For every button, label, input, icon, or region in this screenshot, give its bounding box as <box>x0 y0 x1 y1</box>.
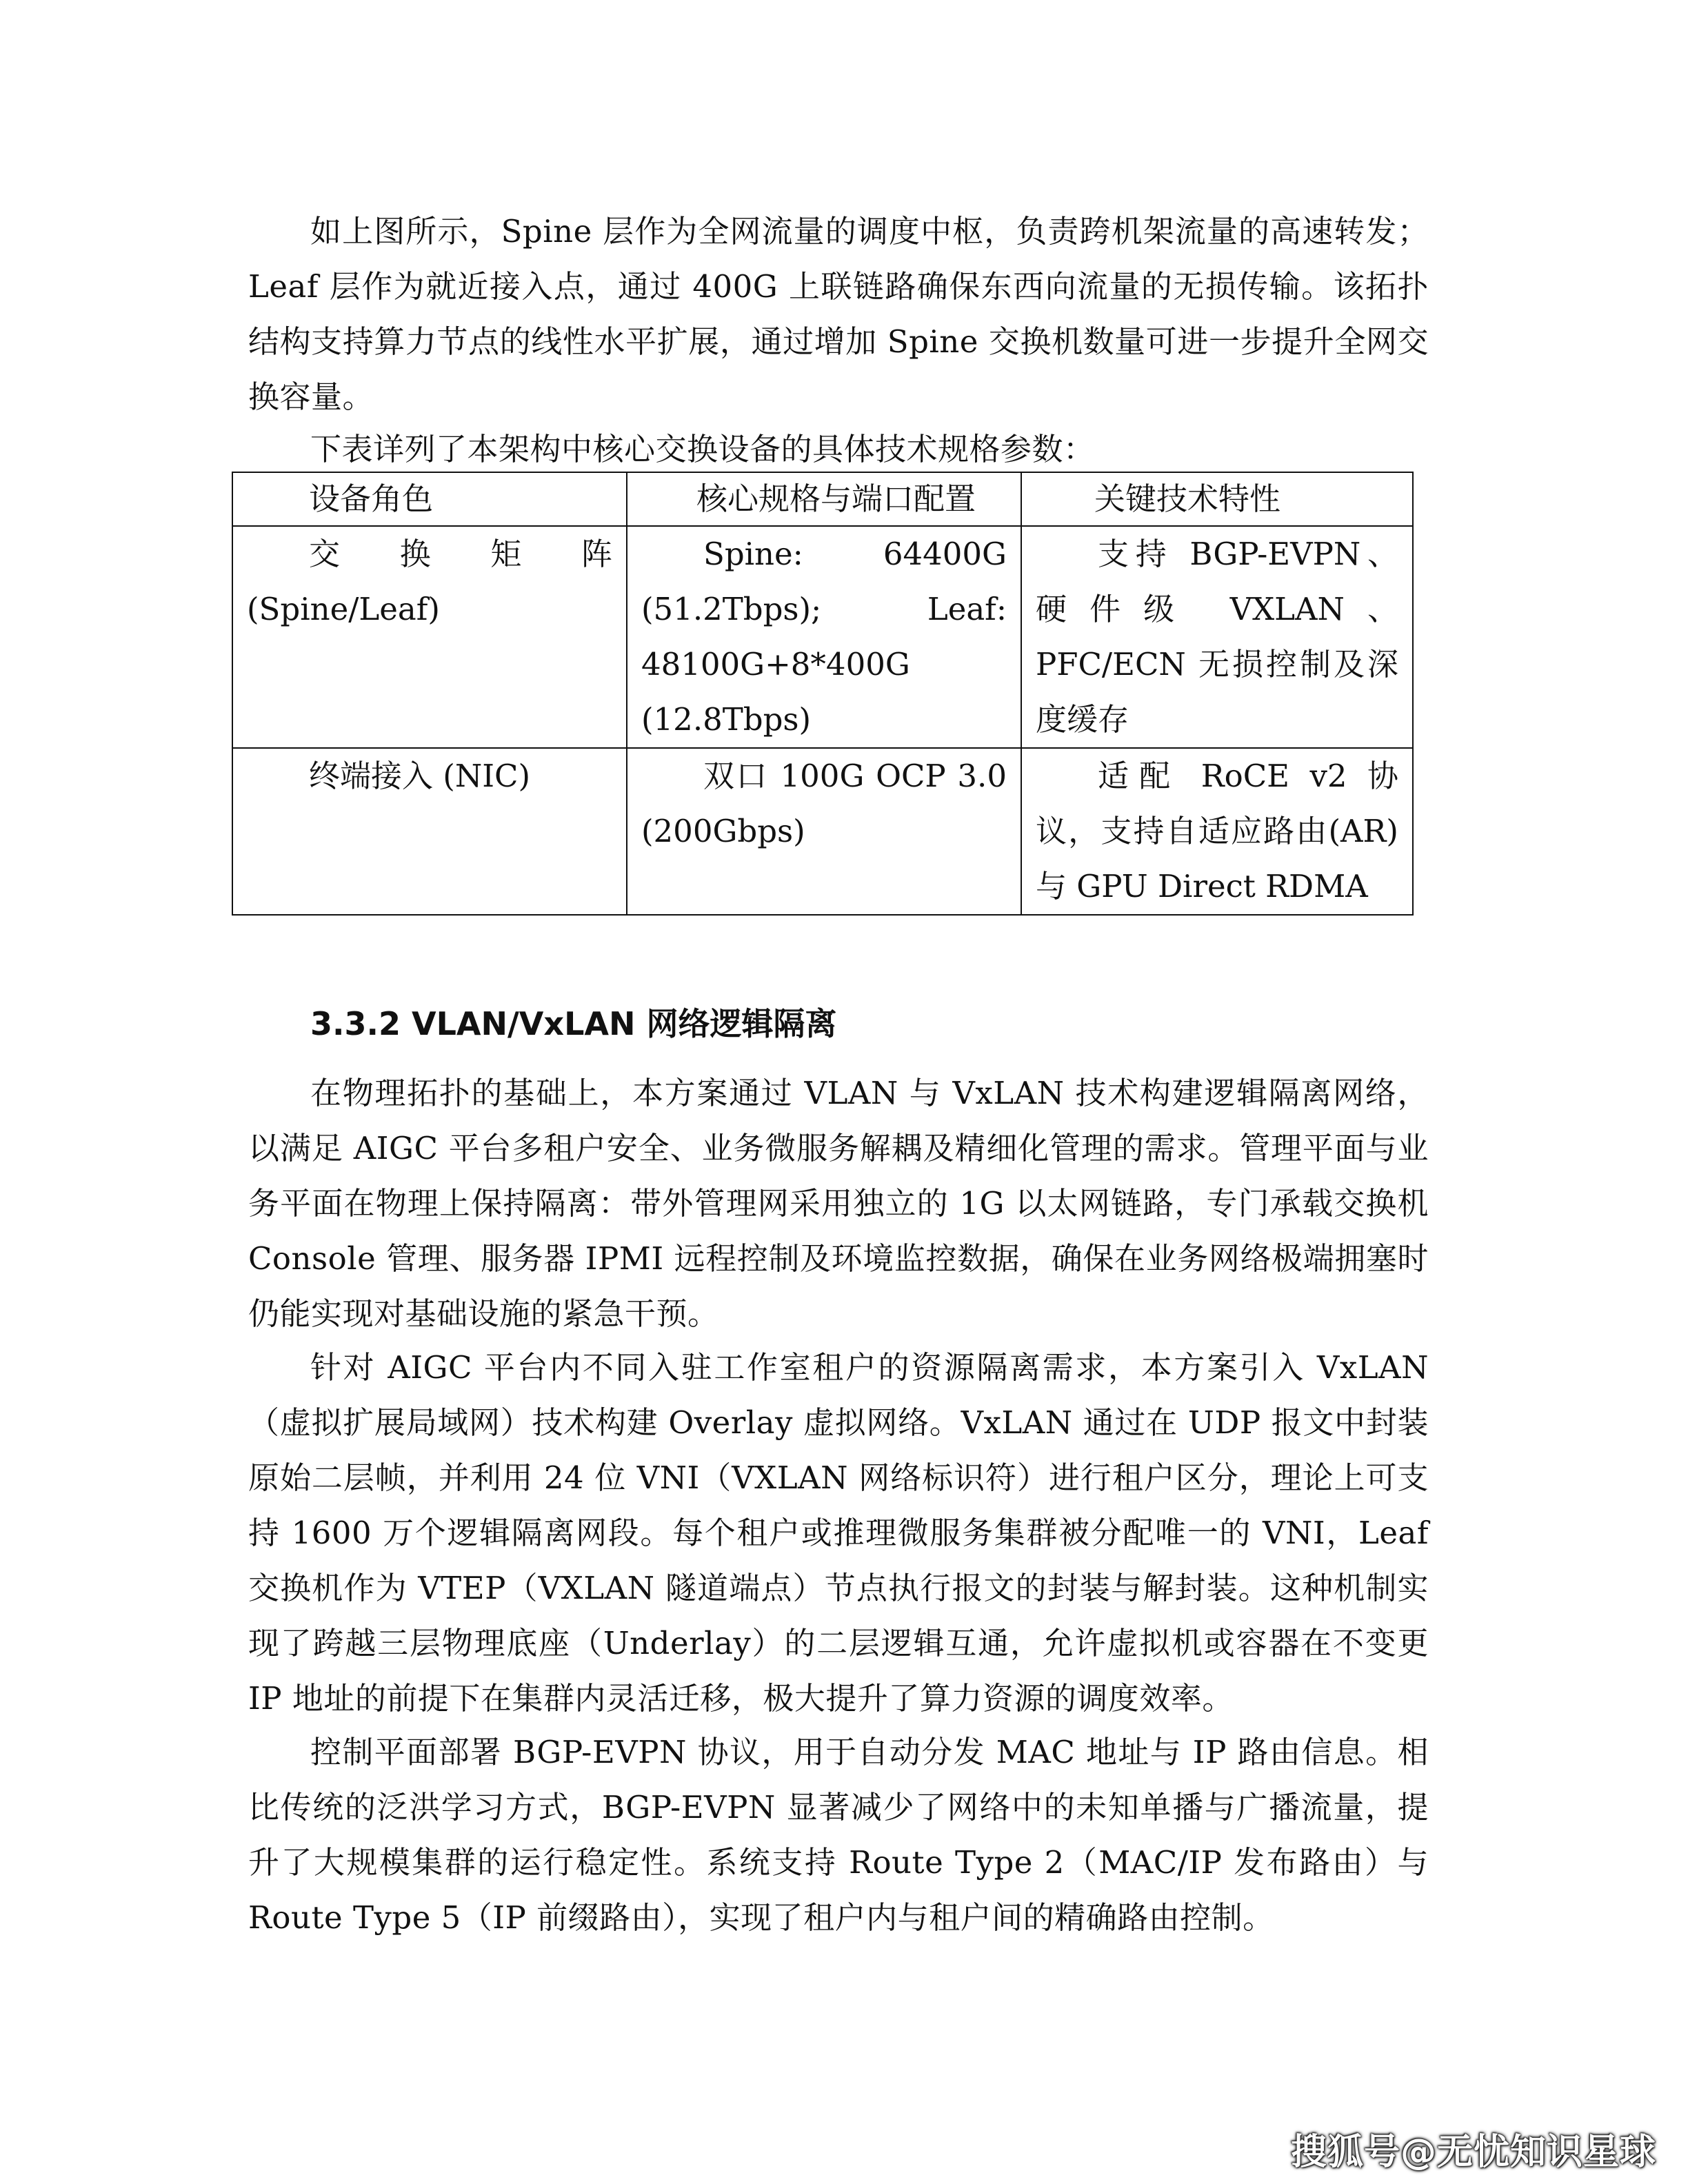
header-key-features: 关键技术特性 <box>1021 472 1413 526</box>
paragraph-logical-isolation: 在物理拓扑的基础上，本方案通过 VLAN 与 VxLAN 技术构建逻辑隔离网络，以满足 AIGC 平台多租户安全、业务微服务解耦及精细化管理的需求。管理平面与业务平面在物理上保持隔离：带外管理网采用独立的 1G 以太网链路，专门承载交换机 Console 管理、服务器 IPMI 远程控制及环境监控数据，确保在业务网络极端拥塞时仍能实现对基础设施的紧急干预。 <box>248 1075 1429 1332</box>
cell-spec-text: 双口 100G OCP 3.0 (200Gbps) <box>641 758 1007 849</box>
cell-features <box>1021 748 1413 915</box>
cell-spec-text: Spine: 64400G (51.2Tbps); Leaf: 48100G+8*400G (12.8Tbps) <box>641 536 1007 738</box>
cell-role-text: 交 换 矩 阵(Spine/Leaf) <box>247 536 612 627</box>
paragraph-table-intro: 下表详列了本架构中核心交换设备的具体技术规格参数： <box>310 431 1095 467</box>
paragraph-topology-summary: 如上图所示，Spine 层作为全网流量的调度中枢，负责跨机架流量的高速转发；Leaf 层作为就近接入点，通过 400G 上联链路确保东西向流量的无损传输。该拓扑结构支持算力节点的线性水平扩展，通过增加 Spine 交换机数量可进一步提升全网交换容量。 <box>248 213 1429 415</box>
table-row <box>232 526 1413 748</box>
table-header-row <box>232 472 1413 526</box>
cell-role <box>232 526 627 748</box>
section-heading: 3.3.2 VLAN/VxLAN 网络逻辑隔离 <box>310 1005 837 1042</box>
paragraph-vxlan-overlay: 针对 AIGC 平台内不同入驻工作室租户的资源隔离需求，本方案引入 VxLAN（虚拟扩展局域网）技术构建 Overlay 虚拟网络。VxLAN 通过在 UDP 报文中封装原始二层帧，并利用 24 位 VNI（VXLAN 网络标识符）进行租户区分，理论上可支持 1600 万个逻辑隔离网段。每个租户或推理微服务集群被分配唯一的 VNI，Leaf 交换机作为 VTEP（VXLAN 隧道端点）节点执行报文的封装与解封装。这种机制实现了跨越三层物理底座（Underlay）的二层逻辑互通，允许虚拟机或容器在不变更 IP 地址的前提下在集群内灵活迁移，极大提升了算力资源的调度效率。 <box>248 1349 1429 1717</box>
cell-spec <box>627 526 1021 748</box>
cell-spec <box>627 748 1021 915</box>
header-spec-ports: 核心规格与端口配置 <box>627 472 1021 526</box>
switch-spec-table <box>232 472 1414 916</box>
cell-role-text: 终端接入 (NIC) <box>309 758 530 794</box>
cell-features-text: 支持 BGP-EVPN、硬件级 VXLAN、PFC/ECN 无损控制及深度缓存 <box>1036 536 1398 738</box>
cell-features <box>1021 526 1413 748</box>
table-row <box>232 748 1413 915</box>
cell-role <box>232 748 627 915</box>
watermark: 搜狐号@无忧知识星球 <box>1290 2132 1656 2173</box>
header-device-role: 设备角色 <box>232 472 627 526</box>
paragraph-bgp-evpn: 控制平面部署 BGP-EVPN 协议，用于自动分发 MAC 地址与 IP 路由信息。相比传统的泛洪学习方式，BGP-EVPN 显著减少了网络中的未知单播与广播流量，提升了大规模集群的运行稳定性。系统支持 Route Type 2（MAC/IP 发布路由）与 Route Type 5（IP 前缀路由），实现了租户内与租户间的精确路由控制。 <box>248 1734 1429 1936</box>
cell-features-text: 适配 RoCE v2 协议，支持自适应路由(AR)与 GPU Direct RDMA <box>1036 758 1398 904</box>
